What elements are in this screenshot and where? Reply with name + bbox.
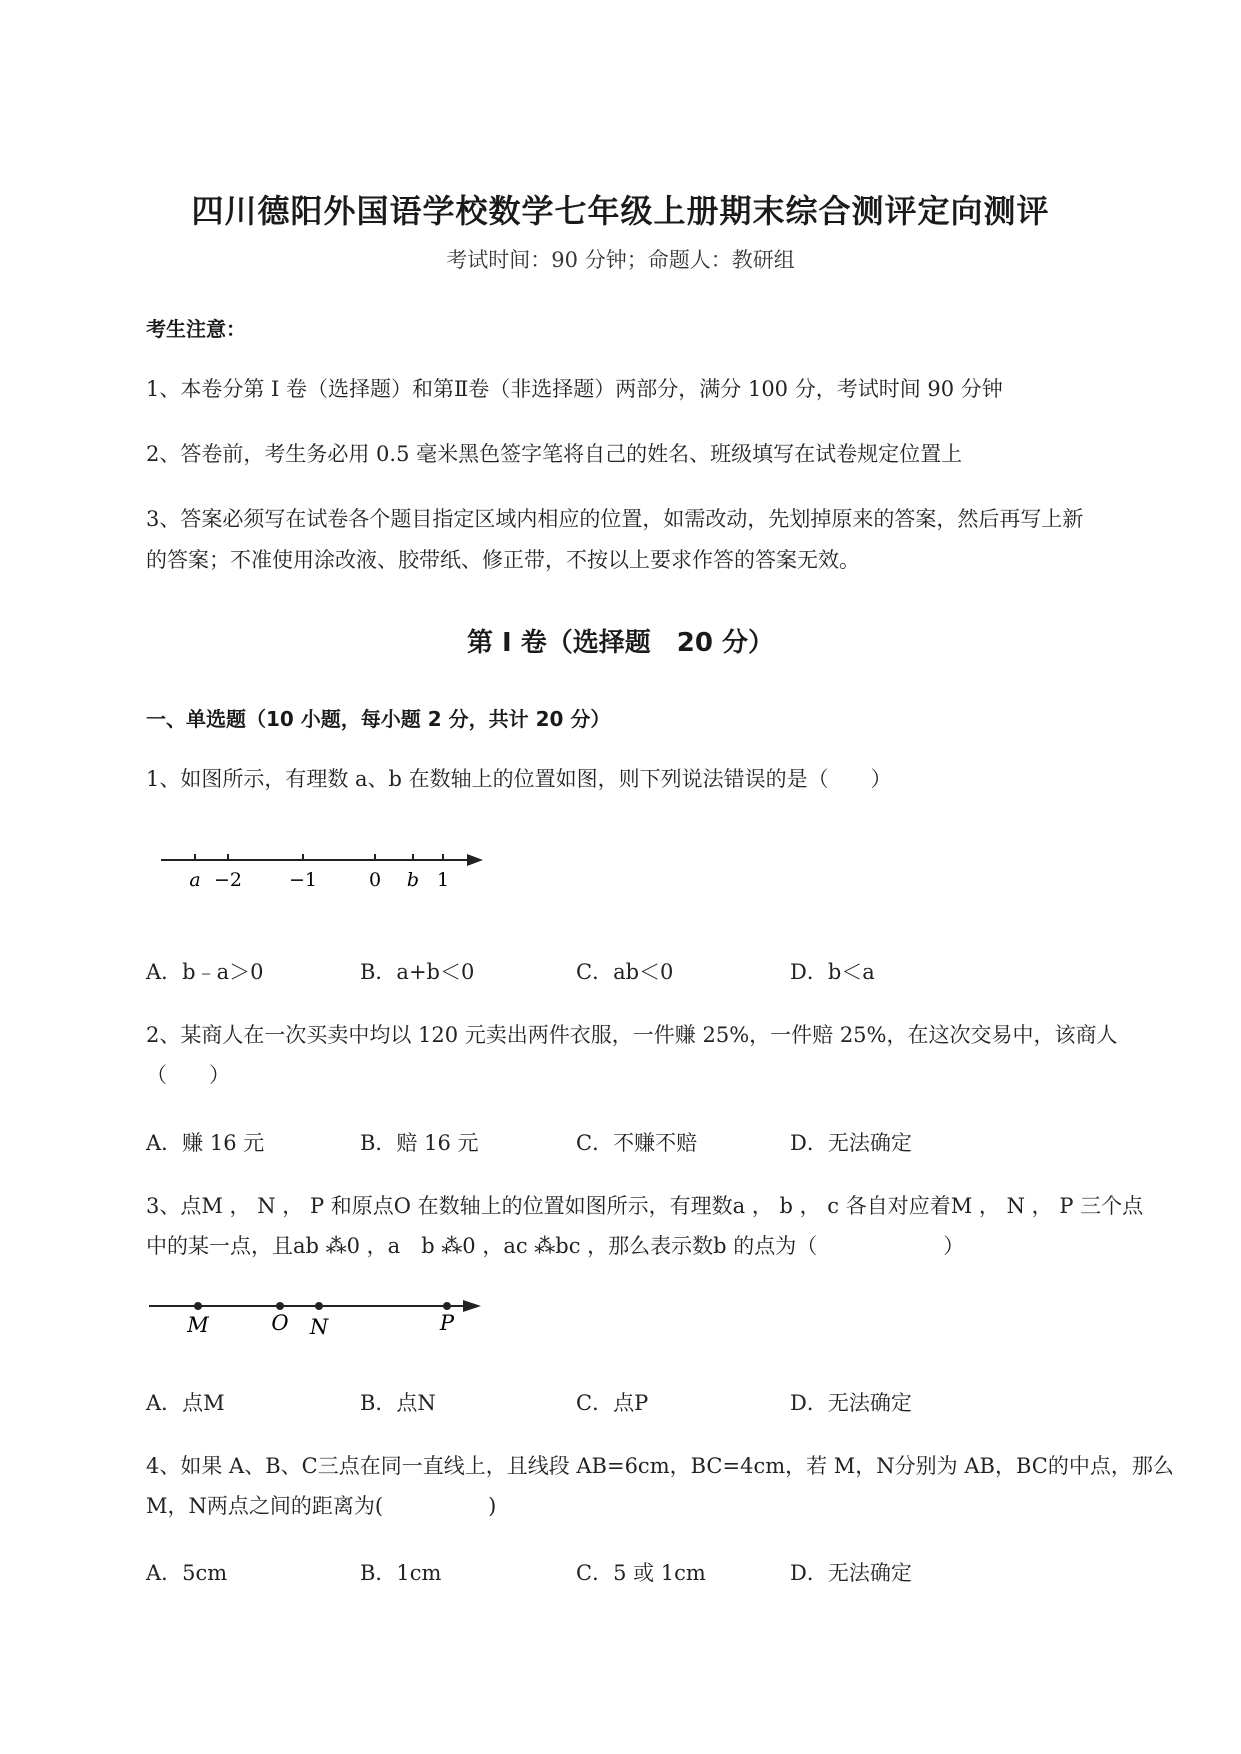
label-one: 1 (436, 869, 450, 891)
question-3-number-line (145, 1290, 495, 1340)
question-3-stem: 3、点M ， N ， P 和原点O 在数轴上的位置如图所示，有理数a ， b ， c 各自对应着M ， N ， P 三个点 (146, 1194, 1144, 1218)
label-n: N (309, 1315, 329, 1339)
point-m-dot (194, 1302, 202, 1310)
question-4-option-c[interactable]: C．5 或 1cm (576, 1561, 706, 1585)
label-neg1: −1 (288, 869, 318, 891)
section-title: 第 I 卷（选择题 20 分） (466, 628, 774, 658)
question-2-stem: 2、某商人在一次买卖中均以 120 元卖出两件衣服，一件赚 25%，一件赔 25%，在这次交易中，该商人 (146, 1023, 1118, 1047)
question-2-option-b[interactable]: B．赔 16 元 (360, 1131, 479, 1155)
label-m: M (187, 1313, 209, 1337)
point-o-dot (276, 1302, 284, 1310)
number-line-arrow (463, 1300, 481, 1312)
question-1-option-d[interactable]: D．b＜a (790, 960, 875, 984)
question-3-option-b[interactable]: B．点N (360, 1391, 436, 1415)
question-1-option-c[interactable]: C．ab＜0 (576, 960, 674, 984)
page-title: 四川德阳外国语学校数学七年级上册期末综合测评定向测评 (191, 192, 1050, 230)
question-2-option-a[interactable]: A．赚 16 元 (146, 1131, 265, 1155)
label-o: O (271, 1311, 289, 1335)
question-1-number-line (155, 842, 495, 892)
question-4-option-b[interactable]: B．1cm (360, 1561, 442, 1585)
notes-heading: 考生注意： (146, 317, 246, 341)
point-p-dot (443, 1302, 451, 1310)
label-p: P (439, 1311, 455, 1335)
question-3-option-a[interactable]: A．点M (146, 1391, 225, 1415)
question-3-option-d[interactable]: D．无法确定 (790, 1391, 912, 1415)
question-4-stem-continued: M，N两点之间的距离为( ) (146, 1494, 497, 1518)
label-a: a (189, 869, 201, 891)
question-4-option-a[interactable]: A．5cm (146, 1561, 228, 1585)
point-n-dot (315, 1302, 323, 1310)
label-neg2: −2 (213, 869, 243, 891)
number-line-arrow (467, 854, 483, 866)
question-4-stem: 4、如果 A、B、C三点在同一直线上，且线段 AB=6cm，BC=4cm，若 M，N分别为 AB，BC的中点，那么 (146, 1454, 1174, 1478)
exam-info: 考试时间：90 分钟；命题人：教研组 (446, 248, 795, 272)
question-2-option-c[interactable]: C．不赚不赔 (576, 1131, 698, 1155)
label-zero: 0 (368, 869, 382, 891)
label-b: b (406, 869, 420, 891)
note-item-continued: 的答案；不准使用涂改液、胶带纸、修正带，不按以上要求作答的答案无效。 (146, 548, 860, 572)
note-item: 1、本卷分第 I 卷（选择题）和第Ⅱ卷（非选择题）两部分，满分 100 分，考试时间 90 分钟 (146, 377, 1003, 401)
question-1-option-b[interactable]: B．a+b＜0 (360, 960, 475, 984)
question-1-stem: 1、如图所示，有理数 a、b 在数轴上的位置如图，则下列说法错误的是（ ） (146, 767, 892, 791)
question-3-option-c[interactable]: C．点P (576, 1391, 649, 1415)
question-2-option-d[interactable]: D．无法确定 (790, 1131, 912, 1155)
note-item: 2、答卷前，考生务必用 0.5 毫米黑色签字笔将自己的姓名、班级填写在试卷规定位置上 (146, 442, 963, 466)
question-2-stem-continued: （ ） (146, 1063, 230, 1087)
question-1-option-a[interactable]: A．b﹣a＞0 (146, 960, 264, 984)
part-heading: 一、单选题（10 小题，每小题 2 分，共计 20 分） (146, 707, 611, 731)
note-item: 3、答案必须写在试卷各个题目指定区域内相应的位置，如需改动，先划掉原来的答案，然后再写上新 (146, 507, 1084, 531)
question-3-stem-continued: 中的某一点，且ab ⁂0 ，a b ⁂0 ，ac ⁂bc ，那么表示数b 的点为（ ） (146, 1234, 965, 1258)
question-4-option-d[interactable]: D．无法确定 (790, 1561, 912, 1585)
